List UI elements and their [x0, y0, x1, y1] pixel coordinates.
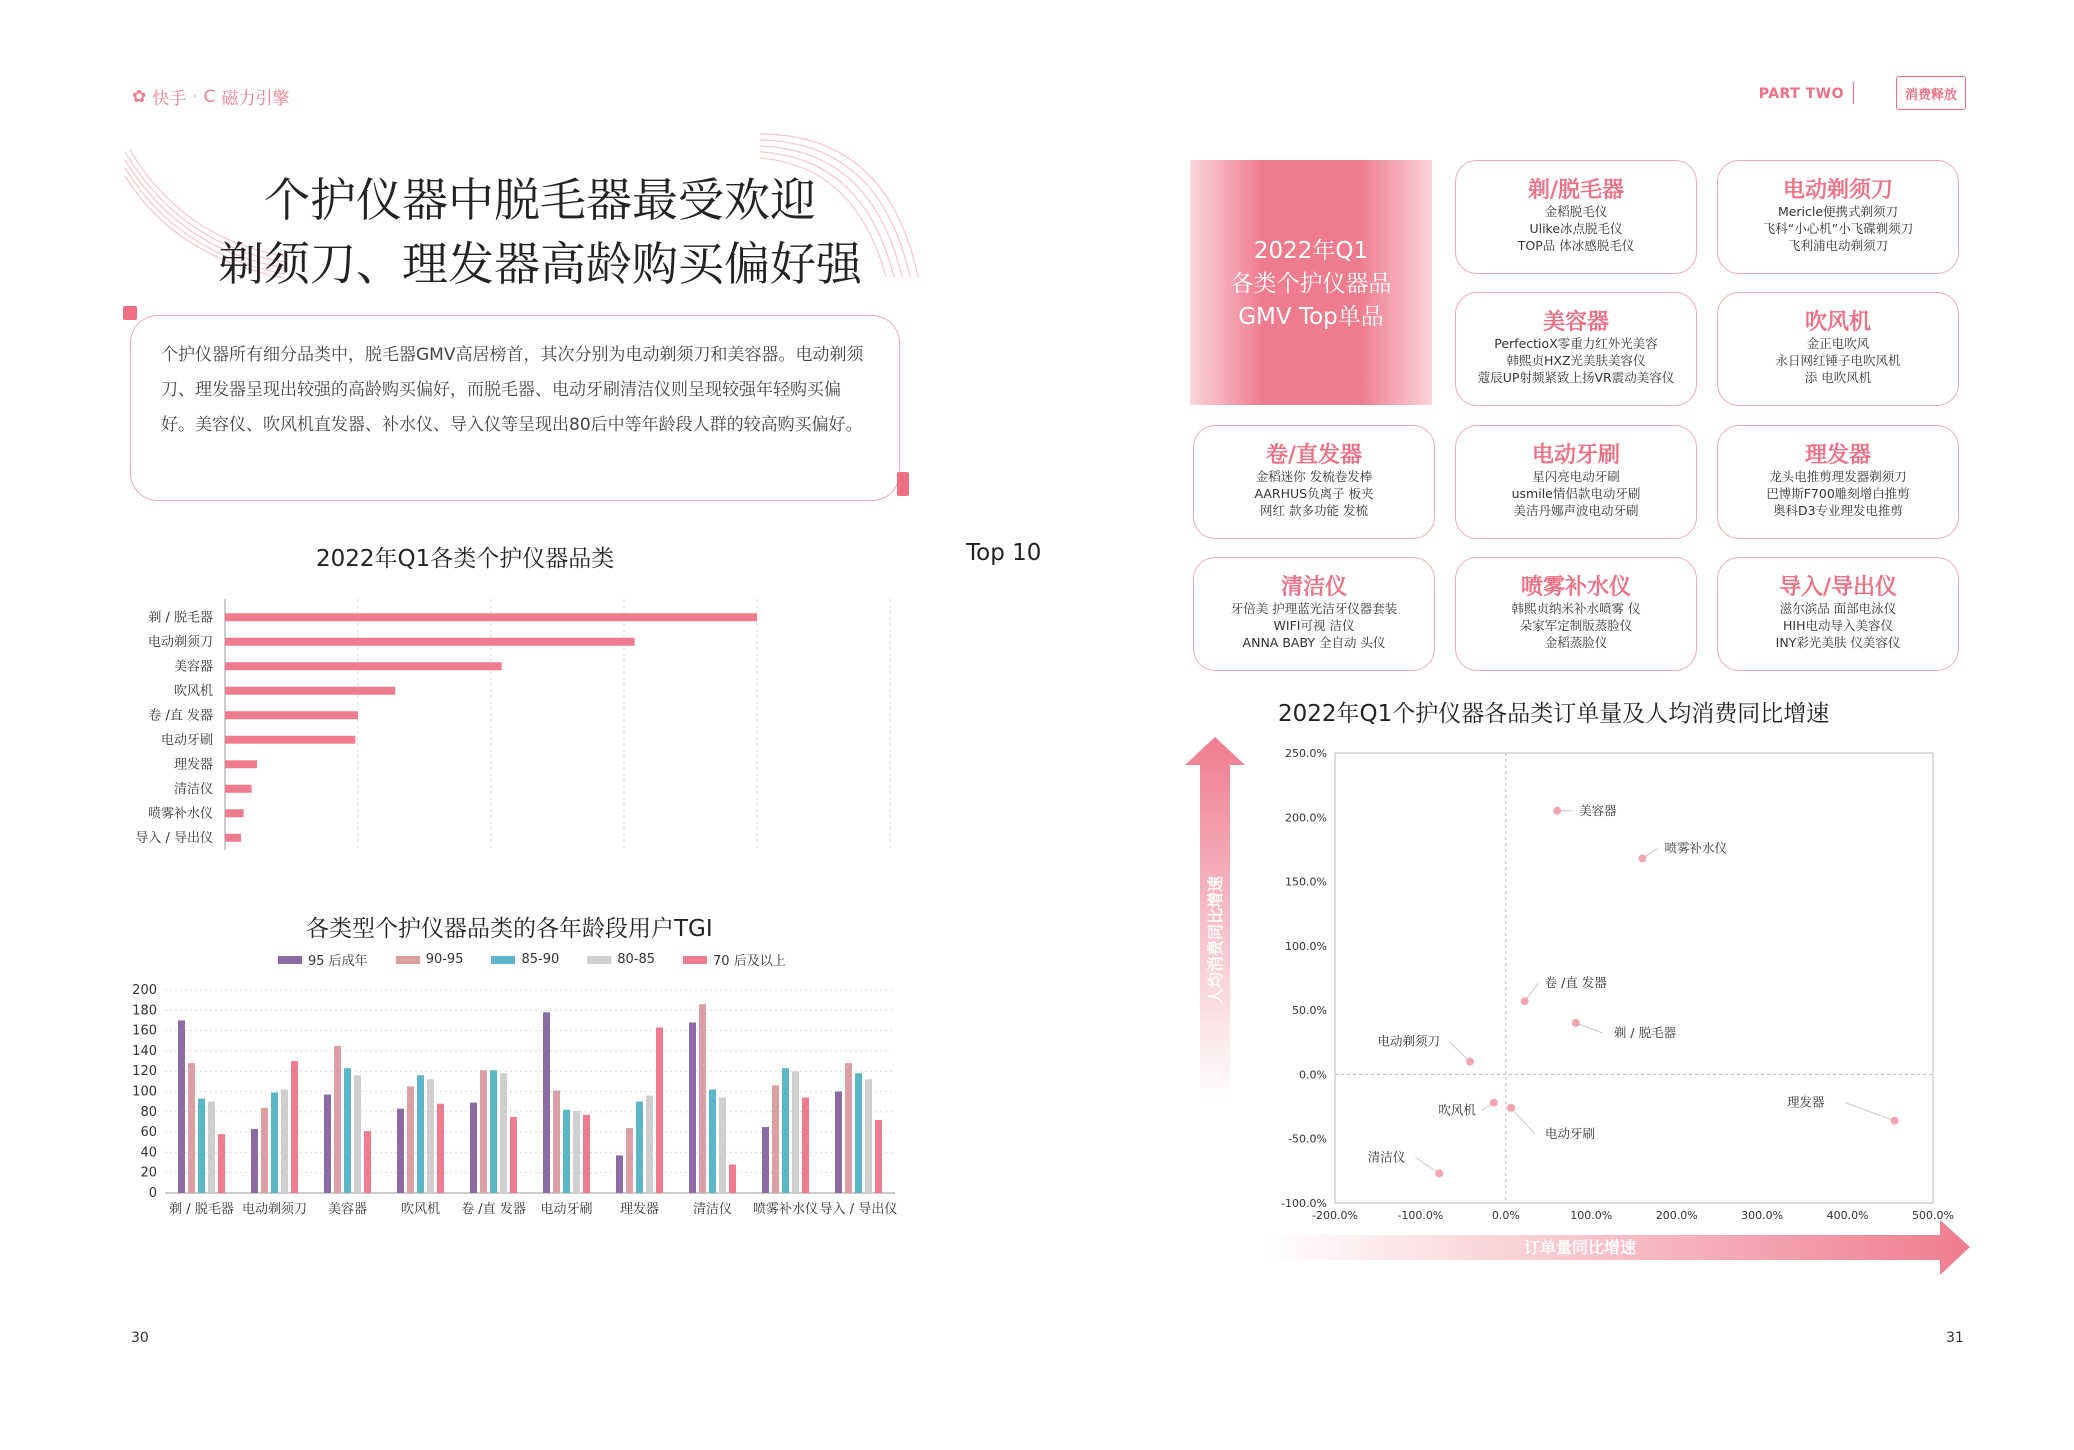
category-label: 导入 / 导出仪 — [819, 1202, 898, 1217]
bar-chart-title: 2022年Q1各类个护仪器品类 — [316, 546, 615, 572]
category-label: 卷 /直 发器 — [461, 1202, 526, 1217]
y-tick-label: 150.0% — [1285, 875, 1327, 889]
y-tick-label: 250.0% — [1285, 747, 1327, 760]
legend-item — [587, 950, 655, 969]
bar — [762, 1127, 769, 1193]
y-tick-label: 200.0% — [1285, 811, 1327, 825]
category-card — [1717, 557, 1959, 671]
bar — [225, 834, 241, 842]
bar — [689, 1022, 696, 1193]
category-item: 蔻辰UP射频紧致上扬VR震动美容仪 — [1477, 370, 1675, 385]
brand-right: 磁力引擎 — [221, 89, 290, 109]
point-label: 电动剃须刀 — [1377, 1033, 1440, 1049]
leader-line — [1846, 1103, 1895, 1121]
data-point — [1521, 997, 1529, 1005]
category-card — [1455, 292, 1697, 406]
category-item: 飞科“小心机”小飞碟剃须刀 — [1762, 221, 1914, 236]
category-item: Ulike冰点脱毛仪 — [1529, 221, 1623, 236]
data-point — [1639, 854, 1647, 862]
bar — [225, 736, 355, 744]
bar — [188, 1063, 195, 1193]
bar — [261, 1108, 268, 1193]
point-label: 理发器 — [1787, 1094, 1825, 1110]
category-item: 牙倍美 护理蓝光洁牙仪器套装 — [1230, 601, 1398, 616]
y-tick-label: 80 — [140, 1104, 157, 1120]
category-name: 喷雾补水仪 — [1520, 575, 1631, 600]
category-card — [1455, 557, 1697, 671]
bar — [699, 1004, 706, 1193]
bar — [865, 1079, 872, 1193]
bar — [225, 662, 502, 670]
lipstick-icon — [897, 472, 909, 496]
category-card — [1717, 160, 1959, 274]
category-item: 奥科D3专业理发电推剪 — [1772, 503, 1904, 518]
category-name: 清洁仪 — [1280, 575, 1347, 600]
category-item: 朵家军定制版蒸脸仪 — [1519, 618, 1633, 633]
legend-label: 95 后成年 — [308, 954, 368, 969]
growth-scatter-chart — [1185, 735, 1985, 1295]
x-tick-label: 0.0% — [1491, 1209, 1520, 1222]
y-axis-title: 人均消费同比增速 — [1206, 875, 1225, 1005]
pin-icon — [123, 306, 137, 320]
category-item: 金稻迷你 发梳卷发棒 — [1255, 469, 1373, 484]
y-tick-label: 180 — [132, 1003, 157, 1019]
y-tick-label: 160 — [132, 1023, 157, 1039]
category-label: 剃 / 脱毛器 — [148, 610, 213, 626]
part-label: PART TWO — [1758, 86, 1844, 102]
bar — [583, 1115, 590, 1193]
x-tick-label: -100.0% — [1397, 1209, 1444, 1222]
category-item: 金正电吹风 — [1806, 336, 1870, 351]
bar — [344, 1068, 351, 1193]
bar — [225, 760, 257, 768]
category-label: 理发器 — [173, 757, 213, 773]
title-line-1: 个护仪器中脱毛器最受欢迎 — [264, 173, 816, 227]
brand-logo — [132, 84, 290, 109]
bar — [563, 1110, 570, 1193]
bar — [626, 1128, 633, 1193]
category-label: 电动剃须刀 — [147, 634, 213, 650]
bar — [178, 1020, 185, 1193]
bar — [636, 1102, 643, 1193]
x-tick-label: 200.0% — [1655, 1209, 1698, 1222]
scatter-chart-title: 2022年Q1个护仪器各品类订单量及人均消费同比增速 — [1278, 701, 1830, 727]
category-label: 吹风机 — [173, 683, 213, 699]
data-point — [1490, 1099, 1498, 1107]
bar — [427, 1079, 434, 1193]
x-tick-label: 300.0% — [1741, 1209, 1784, 1222]
leader-line — [1415, 1157, 1439, 1173]
category-name: 卷/直发器 — [1265, 443, 1363, 468]
legend-swatch — [587, 956, 611, 964]
y-tick-label: -100.0% — [1281, 1197, 1327, 1210]
y-tick-label: 120 — [132, 1064, 157, 1080]
bar — [845, 1063, 852, 1193]
category-item: 滋尔滨品 面部电泳仪 — [1779, 601, 1897, 616]
bar — [364, 1131, 371, 1193]
part-separator — [1853, 82, 1854, 104]
description-text: 个护仪器所有细分品类中，脱毛器GMV高居榜首，其次分别为电动剃须刀和美容器。电动剃须刀、理发器呈现出较强的高龄购买偏好，而脱毛器、电动牙刷清洁仪则呈现较强年轻购买偏好。美容仪、吹风机直发器、补水仪、导入仪等呈现出80后中等年龄段人群的较高购买偏好。 — [161, 345, 864, 435]
category-card — [1717, 292, 1959, 406]
hero-banner: 2022年Q1 各类个护仪器品 GMV Top单品 — [1190, 160, 1432, 405]
category-label: 电动牙刷 — [540, 1202, 593, 1217]
bar — [291, 1061, 298, 1193]
category-name: 剃/脱毛器 — [1527, 178, 1625, 203]
section-tag: 消费释放 — [1896, 76, 1966, 110]
bar — [437, 1104, 444, 1193]
category-name: 电动剃须刀 — [1782, 178, 1893, 203]
bar — [281, 1089, 288, 1193]
gmv-bar-chart — [120, 595, 900, 870]
tgi-chart-title: 各类型个护仪器品类的各年龄段用户TGI — [306, 916, 713, 942]
data-point — [1435, 1169, 1443, 1177]
legend-label: 85-90 — [521, 952, 560, 967]
bar — [553, 1090, 560, 1193]
x-tick-label: -200.0% — [1312, 1209, 1358, 1222]
x-tick-label: 400.0% — [1826, 1209, 1869, 1222]
bar — [573, 1111, 580, 1193]
category-item: usmile情侣款电动牙刷 — [1511, 486, 1641, 501]
bar — [470, 1103, 477, 1193]
category-label: 剃 / 脱毛器 — [169, 1202, 234, 1217]
category-item: 金稻蒸脸仪 — [1544, 635, 1608, 650]
legend-item — [491, 950, 559, 969]
category-label: 电动牙刷 — [160, 732, 213, 748]
category-item: 网红 款多功能 发梳 — [1260, 503, 1368, 518]
bar — [198, 1099, 205, 1193]
legend-swatch — [396, 956, 420, 964]
bar — [656, 1028, 663, 1193]
category-label: 美容器 — [327, 1202, 368, 1217]
y-tick-label: 140 — [132, 1043, 157, 1059]
bar — [334, 1046, 341, 1193]
bar — [397, 1109, 404, 1193]
category-item: 金稻脱毛仪 — [1544, 204, 1608, 219]
category-item: AARHUS负离子 板夹 — [1254, 486, 1374, 501]
legend-swatch — [683, 956, 707, 964]
category-item: TOP品 体冰感脱毛仪 — [1517, 238, 1635, 253]
description-box — [130, 315, 900, 501]
bar — [500, 1073, 507, 1193]
bar — [324, 1095, 331, 1193]
bar — [510, 1117, 517, 1193]
legend-label: 70 后及以上 — [713, 954, 786, 969]
category-label: 吹风机 — [400, 1202, 441, 1217]
point-label: 喷雾补水仪 — [1664, 840, 1728, 856]
leader-line — [1449, 1042, 1470, 1062]
category-label: 理发器 — [619, 1202, 660, 1217]
category-label: 清洁仪 — [692, 1202, 733, 1217]
bar — [251, 1129, 258, 1193]
category-name: 电动牙刷 — [1531, 443, 1620, 468]
category-item: 永日网红锤子电吹风机 — [1775, 353, 1901, 368]
category-item: Mericle便携式剃须刀 — [1777, 204, 1899, 219]
bar — [782, 1068, 789, 1193]
point-label: 电动牙刷 — [1544, 1125, 1595, 1141]
category-item: 美洁丹娜声波电动牙刷 — [1513, 503, 1639, 518]
bar — [616, 1155, 623, 1193]
bar — [719, 1098, 726, 1193]
category-label: 喷雾补水仪 — [147, 806, 213, 822]
category-name: 理发器 — [1804, 443, 1871, 468]
tgi-legend — [278, 950, 786, 969]
bar-chart-title-suffix: Top 10 — [966, 540, 1042, 566]
category-item: 星闪亮电动牙刷 — [1532, 469, 1620, 484]
data-point — [1466, 1058, 1474, 1066]
legend-item — [683, 950, 786, 969]
bar — [225, 809, 244, 817]
category-card — [1455, 425, 1697, 539]
legend-item — [396, 950, 464, 969]
category-item: ANNA BABY 全自动 头仪 — [1242, 635, 1386, 650]
category-label: 卷 /直 发器 — [148, 708, 213, 724]
page-number-left: 30 — [131, 1330, 149, 1346]
bar — [417, 1075, 424, 1193]
brand-separator: · — [192, 86, 198, 107]
bar — [772, 1085, 779, 1193]
tgi-bar-chart — [120, 978, 910, 1218]
kuaishou-logo-icon: ✿ — [132, 86, 147, 107]
data-point — [1891, 1117, 1899, 1125]
bar — [543, 1012, 550, 1193]
y-tick-label: 100.0% — [1285, 939, 1327, 953]
category-name: 吹风机 — [1804, 310, 1871, 335]
leader-line — [1511, 1108, 1535, 1134]
bar — [490, 1070, 497, 1193]
category-card — [1455, 160, 1697, 274]
y-tick-label: 200 — [132, 983, 157, 998]
cili-logo-icon: C — [203, 86, 216, 107]
category-item: 添 电吹风机 — [1804, 370, 1872, 385]
category-label: 清洁仪 — [173, 781, 213, 797]
bar — [225, 613, 757, 621]
category-label: 美容器 — [173, 659, 213, 675]
data-point — [1507, 1104, 1515, 1112]
y-tick-label: 0.0% — [1299, 1068, 1327, 1082]
bar — [792, 1071, 799, 1193]
category-name: 美容器 — [1542, 310, 1609, 335]
legend-swatch — [491, 956, 515, 964]
x-axis-title: 订单量同比增速 — [1523, 1238, 1637, 1257]
data-point — [1572, 1019, 1580, 1027]
bar — [271, 1093, 278, 1193]
category-item: 韩熙贞HXZ光美肤美容仪 — [1506, 353, 1646, 368]
y-tick-label: 60 — [140, 1125, 157, 1141]
point-label: 美容器 — [1579, 802, 1617, 818]
legend-swatch — [278, 956, 302, 964]
bar — [802, 1098, 809, 1193]
bar — [407, 1086, 414, 1193]
data-point — [1553, 807, 1561, 815]
y-tick-label: 0 — [148, 1186, 157, 1201]
bar — [875, 1120, 882, 1193]
legend-label: 80-85 — [617, 952, 656, 967]
bar — [855, 1073, 862, 1193]
page-title — [180, 168, 900, 296]
category-name: 导入/导出仪 — [1778, 575, 1898, 600]
plot-frame — [1335, 753, 1933, 1203]
y-tick-label: 20 — [140, 1165, 157, 1181]
category-item: INY彩光美肤 仪美容仪 — [1775, 635, 1901, 650]
category-item: HIH电动导入美容仪 — [1783, 618, 1893, 633]
legend-item — [278, 950, 368, 969]
bar — [480, 1070, 487, 1193]
point-label: 剃 / 脱毛器 — [1613, 1025, 1677, 1040]
y-tick-label: 50.0% — [1292, 1004, 1327, 1018]
y-tick-label: 40 — [140, 1145, 157, 1161]
brand-left: 快手 — [152, 89, 187, 109]
bar — [225, 638, 635, 646]
bar — [218, 1134, 225, 1193]
point-label: 清洁仪 — [1367, 1149, 1406, 1165]
category-item: 龙头电推剪理发器剃须刀 — [1769, 469, 1907, 484]
legend-label: 90-95 — [425, 952, 464, 967]
title-line-2: 剃须刀、理发器高龄购买偏好强 — [218, 237, 862, 291]
bar — [225, 687, 395, 695]
category-item: 巴博斯F700雕刻增白推剪 — [1766, 486, 1910, 501]
category-card — [1193, 425, 1435, 539]
category-card — [1717, 425, 1959, 539]
bar — [208, 1102, 215, 1193]
y-tick-label: -50.0% — [1288, 1132, 1327, 1146]
bar — [646, 1096, 653, 1193]
bar — [225, 785, 252, 793]
category-card — [1193, 557, 1435, 671]
category-label: 电动剃须刀 — [241, 1202, 308, 1217]
bar — [709, 1089, 716, 1193]
bar — [225, 711, 358, 719]
category-item: PerfectioX零重力红外光美容 — [1494, 336, 1658, 351]
leader-line — [1576, 1023, 1603, 1033]
bar — [835, 1092, 842, 1194]
category-label: 导入 / 导出仪 — [135, 830, 213, 846]
category-item: 飞利浦电动剃须刀 — [1787, 238, 1888, 253]
y-tick-label: 100 — [132, 1084, 157, 1100]
page-number-right: 31 — [1946, 1330, 1964, 1346]
point-label: 吹风机 — [1438, 1102, 1476, 1118]
bar — [354, 1075, 361, 1193]
point-label: 卷 /直 发器 — [1544, 975, 1607, 991]
category-item: WIFI可视 洁仪 — [1273, 618, 1355, 633]
x-tick-label: 100.0% — [1570, 1209, 1613, 1222]
category-label: 喷雾补水仪 — [752, 1202, 819, 1217]
bar — [729, 1165, 736, 1193]
category-item: 韩熙贞纳米补水喷雾 仪 — [1511, 601, 1641, 616]
x-tick-label: 500.0% — [1912, 1209, 1954, 1222]
